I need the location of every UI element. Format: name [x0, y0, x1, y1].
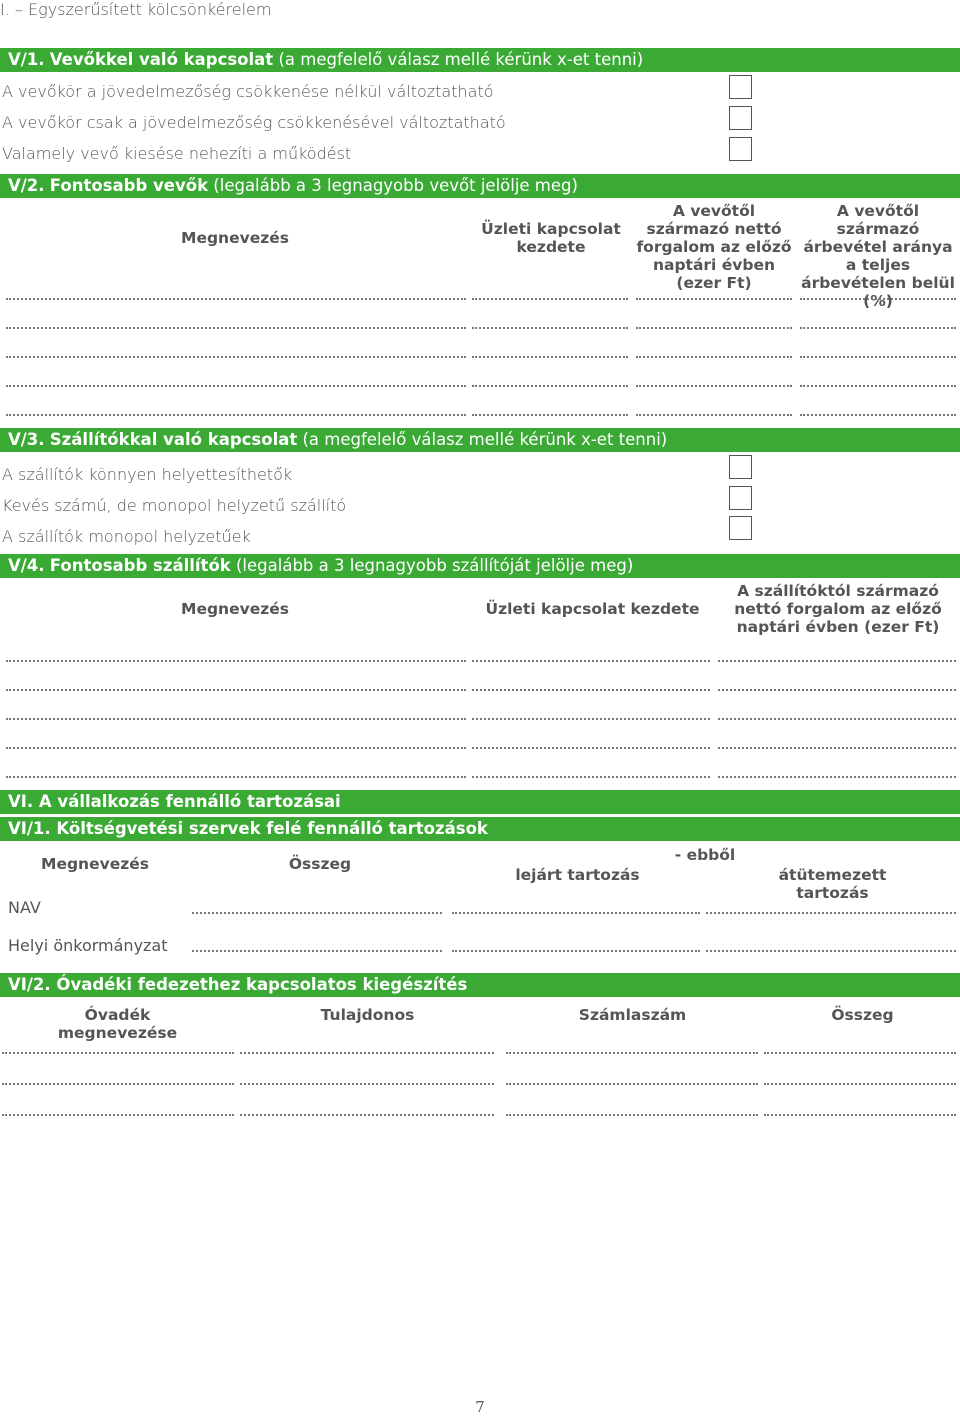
fill-line[interactable] — [800, 414, 956, 416]
section-bar-v2 — [0, 174, 960, 198]
section-note: (legalább a 3 legnagyobb vevőt jelölje meg) — [208, 176, 578, 195]
fill-line[interactable] — [472, 414, 628, 416]
section-note: (legalább a 3 legnagyobb szállítóját jelölje meg) — [230, 556, 634, 575]
fill-line[interactable] — [472, 776, 710, 778]
fill-line[interactable] — [472, 385, 628, 387]
v3-option-3: A szállítók monopol helyzetűek — [2, 527, 251, 546]
fill-line[interactable] — [6, 327, 466, 329]
v3-option-2: Kevés számú, de monopol helyzetű szállító — [2, 496, 347, 515]
v2-col-turnover: A vevőtől származó nettó forgalom az előző naptári évben (ezer Ft) — [636, 202, 792, 292]
fill-line[interactable] — [472, 747, 710, 749]
v4-col-start: Üzleti kapcsolat kezdete — [485, 600, 700, 618]
vi1-col-sub: - ebből — [674, 846, 736, 864]
page-header: I. – Egyszerűsített kölcsönkérelem — [0, 0, 272, 19]
section-bar-vi2 — [0, 973, 960, 997]
fill-line[interactable] — [472, 327, 628, 329]
section-bar-v3 — [0, 428, 960, 452]
fill-line[interactable] — [6, 414, 466, 416]
fill-line[interactable] — [718, 660, 956, 662]
page-number: 7 — [475, 1398, 485, 1416]
section-bar-v1 — [0, 48, 960, 72]
section-number: V/4. — [8, 556, 45, 575]
v3-checkbox-3[interactable] — [729, 516, 752, 540]
fill-line[interactable] — [2, 1083, 234, 1085]
fill-line[interactable] — [764, 1083, 956, 1085]
fill-line[interactable] — [2, 1052, 234, 1054]
fill-line[interactable] — [472, 660, 710, 662]
fill-line[interactable] — [764, 1052, 956, 1054]
vi1-col-resched: átütemezett tartozás — [778, 866, 887, 902]
fill-line[interactable] — [706, 912, 956, 914]
fill-line[interactable] — [636, 414, 792, 416]
v1-option-3: Valamely vevő kiesése nehezíti a működést — [2, 144, 352, 163]
section-title: VI/1. Költségvetési szervek felé fennálló tartozások — [8, 819, 488, 838]
section-number: V/2. — [8, 176, 45, 195]
fill-line[interactable] — [6, 747, 466, 749]
fill-line[interactable] — [718, 718, 956, 720]
fill-line[interactable] — [764, 1114, 956, 1116]
fill-line[interactable] — [506, 1052, 758, 1054]
section-title: VI. A vállalkozás fennálló tartozásai — [8, 792, 341, 811]
fill-line[interactable] — [636, 356, 792, 358]
section-title: VI/2. Óvadéki fedezethez kapcsolatos kiegészítés — [8, 975, 468, 994]
vi2-col-amount: Összeg — [831, 1006, 894, 1024]
fill-line[interactable] — [636, 298, 792, 300]
vi1-row-label: Helyi önkormányzat — [8, 936, 168, 955]
section-title: Fontosabb szállítók — [49, 556, 231, 575]
fill-line[interactable] — [718, 776, 956, 778]
v2-col-start: Üzleti kapcsolat kezdete — [481, 220, 621, 256]
section-note: (a megfelelő válasz mellé kérünk x-et tenni) — [273, 50, 644, 69]
fill-line[interactable] — [240, 1083, 494, 1085]
fill-line[interactable] — [6, 298, 466, 300]
fill-line[interactable] — [452, 912, 700, 914]
section-title: Szállítókkal való kapcsolat — [49, 430, 298, 449]
fill-line[interactable] — [800, 385, 956, 387]
fill-line[interactable] — [452, 950, 700, 952]
v1-checkbox-3[interactable] — [729, 137, 752, 161]
vi1-col-sum: Összeg — [288, 855, 352, 873]
fill-line[interactable] — [800, 298, 956, 300]
vi1-col-name: Megnevezés — [41, 855, 149, 873]
v1-option-1: A vevőkör a jövedelmezőség csökkenése nélkül változtatható — [2, 82, 494, 101]
section-number: V/3. — [8, 430, 45, 449]
fill-line[interactable] — [6, 718, 466, 720]
v3-checkbox-2[interactable] — [729, 486, 752, 510]
v1-option-2: A vevőkör csak a jövedelmezőség csökkenésével változtatható — [2, 113, 506, 132]
fill-line[interactable] — [6, 660, 466, 662]
fill-line[interactable] — [472, 298, 628, 300]
v4-col-turnover: A szállítóktól származó nettó forgalom az előző naptári évben (ezer Ft) — [734, 582, 942, 636]
vi2-col-owner: Tulajdonos — [320, 1006, 415, 1024]
fill-line[interactable] — [706, 950, 956, 952]
fill-line[interactable] — [472, 718, 710, 720]
vi2-col-name: Óvadék megnevezése — [57, 1006, 178, 1042]
fill-line[interactable] — [6, 776, 466, 778]
section-bar-vi1 — [0, 817, 960, 841]
fill-line[interactable] — [192, 950, 442, 952]
section-title: Vevőkkel való kapcsolat — [49, 50, 274, 69]
v2-col-name: Megnevezés — [181, 229, 289, 247]
section-bar-vi — [0, 790, 960, 814]
fill-line[interactable] — [472, 356, 628, 358]
fill-line[interactable] — [718, 689, 956, 691]
vi1-row-label: NAV — [8, 898, 41, 917]
v3-checkbox-1[interactable] — [729, 455, 752, 479]
section-note: (a megfelelő válasz mellé kérünk x-et tenni) — [297, 430, 668, 449]
fill-line[interactable] — [472, 689, 710, 691]
fill-line[interactable] — [800, 356, 956, 358]
section-number: V/1. — [8, 50, 45, 69]
v1-checkbox-1[interactable] — [729, 75, 752, 99]
vi2-col-account: Számlaszám — [578, 1006, 687, 1024]
fill-line[interactable] — [506, 1114, 758, 1116]
v2-col-share: A vevőtől származó árbevétel aránya a teljes árbevételen belül (%) — [801, 202, 955, 310]
vi1-col-due: lejárt tartozás — [515, 866, 640, 884]
section-title: Fontosabb vevők — [49, 176, 209, 195]
fill-line[interactable] — [6, 689, 466, 691]
section-bar-v4 — [0, 554, 960, 578]
fill-line[interactable] — [6, 356, 466, 358]
fill-line[interactable] — [800, 327, 956, 329]
fill-line[interactable] — [6, 385, 466, 387]
fill-line[interactable] — [718, 747, 956, 749]
fill-line[interactable] — [506, 1083, 758, 1085]
fill-line[interactable] — [636, 327, 792, 329]
fill-line[interactable] — [192, 912, 442, 914]
v3-option-1: A szállítók könnyen helyettesíthetők — [2, 465, 293, 484]
fill-line[interactable] — [240, 1052, 494, 1054]
fill-line[interactable] — [636, 385, 792, 387]
v4-col-name: Megnevezés — [181, 600, 289, 618]
fill-line[interactable] — [2, 1114, 234, 1116]
fill-line[interactable] — [240, 1114, 494, 1116]
v1-checkbox-2[interactable] — [729, 106, 752, 130]
